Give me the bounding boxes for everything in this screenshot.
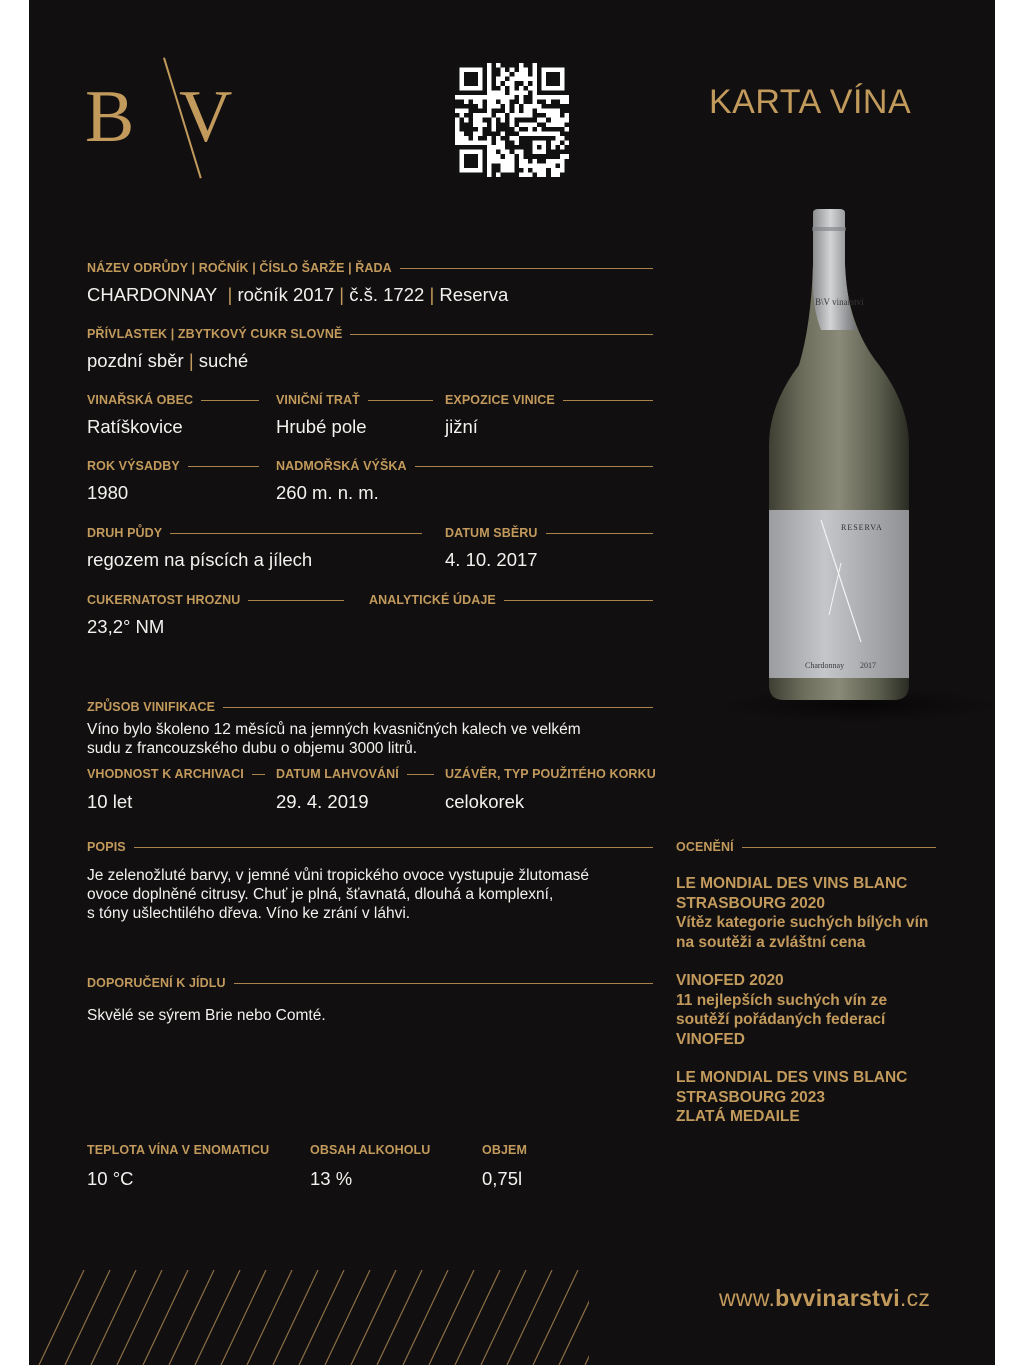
harvest-label: DATUM SBĚRU [445,526,653,540]
exposure-label: EXPOZICE VINICE [445,393,653,407]
wine-card [29,0,995,1365]
food-text: Skvělé se sýrem Brie nebo Comté. [87,1007,326,1024]
altitude-label: NADMOŘSKÁ VÝŠKA [276,459,653,473]
variety-label: NÁZEV ODRŮDY | ROČNÍK | ČÍSLO ŠARŽE | ŘADA [87,261,653,275]
volume-value: 0,75l [482,1168,523,1189]
description-label: POPIS [87,840,653,854]
exposure-value: jižní [445,416,478,437]
logo-letter-v: V [179,76,233,158]
volume-label: OBJEM [482,1143,527,1157]
award-item: LE MONDIAL DES VINS BLANC STRASBOURG 2023 ZLATÁ MEDAILE [676,1069,908,1125]
altitude-value: 260 m. n. m. [276,482,379,503]
bottled-label: DATUM LAHVOVÁNÍ [276,767,434,781]
awards-label: OCENĚNÍ [676,840,936,854]
page-title: KARTA VÍNA [709,83,912,121]
qr-code[interactable] [455,63,569,177]
village-label: VINAŘSKÁ OBEC [87,393,259,407]
closure-label: UZÁVĚR, TYP POUŽITÉHO KORKU [445,767,656,781]
decorative-stripes [29,1270,589,1365]
bottled-value: 29. 4. 2019 [276,791,369,812]
track-label: VINIČNÍ TRAŤ [276,393,433,407]
alcohol-value: 13 % [310,1168,353,1189]
planted-value: 1980 [87,482,129,503]
analytic-label: ANALYTICKÉ ÚDAJE [369,593,653,607]
alcohol-label: OBSAH ALKOHOLU [310,1143,431,1157]
vinification-text: Víno bylo školeno 12 měsíců na jemných kvasničných kalech ve velkém sudu z francouzského dubu o objemu 3000 litrů. [87,721,581,757]
track-value: Hrubé pole [276,416,367,437]
food-label: DOPORUČENÍ K JÍDLU [87,976,653,990]
bottle-series: RESERVA [841,523,883,532]
temperature-value: 10 °C [87,1168,134,1189]
sugar-content-label: CUKERNATOST HROZNU [87,593,344,607]
bottle-year: 2017 [860,661,876,670]
website-link[interactable]: www.bvvinarstvi.cz [719,1285,931,1311]
temperature-label: TEPLOTA VÍNA V ENOMATICU [87,1143,270,1157]
planted-label: ROK VÝSADBY [87,459,259,473]
attribute-label: PŘÍVLASTEK | ZBYTKOVÝ CUKR SLOVNĚ [87,327,653,341]
archive-value: 10 let [87,791,133,812]
vinification-label: ZPŮSOB VINIFIKACE [87,700,653,714]
attribute-value: pozdní sběr | suché [87,350,249,371]
closure-value: celokorek [445,791,525,812]
award-item: VINOFED 2020 11 nejlepších suchých vín ze soutěží pořádaných federací VINOFED [676,972,888,1048]
logo-letter-b: B [85,76,135,158]
bottle-variety: Chardonnay [805,661,845,670]
brand-logo [85,58,235,183]
description-text: Je zelenožluté barvy, v jemné vůni tropického ovoce vystupuje žlutomasé ovoce doplněné citrusy. Chuť je plná, šťavnatá, dlouhá a komplexní, s tóny ušlechtilého dřeva. Víno ke zrání v láhvi. [87,867,590,922]
village-value: Ratíškovice [87,416,183,437]
soil-value: regozem na píscích a jílech [87,549,313,570]
bottle-top-label: B\V vinařství [815,297,864,307]
archive-label: VHODNOST K ARCHIVACI [87,767,265,781]
wine-bottle-image [729,205,995,725]
sugar-content-value: 23,2° NM [87,616,165,637]
variety-value: CHARDONNAY | ročník 2017 | č.š. 1722 | Reserva [87,284,509,305]
harvest-value: 4. 10. 2017 [445,549,538,570]
soil-label: DRUH PŮDY [87,526,422,540]
award-item: LE MONDIAL DES VINS BLANC STRASBOURG 2020 Vítěz kategorie suchých bílých vín na soutěži a zvláštní cena [676,875,929,951]
